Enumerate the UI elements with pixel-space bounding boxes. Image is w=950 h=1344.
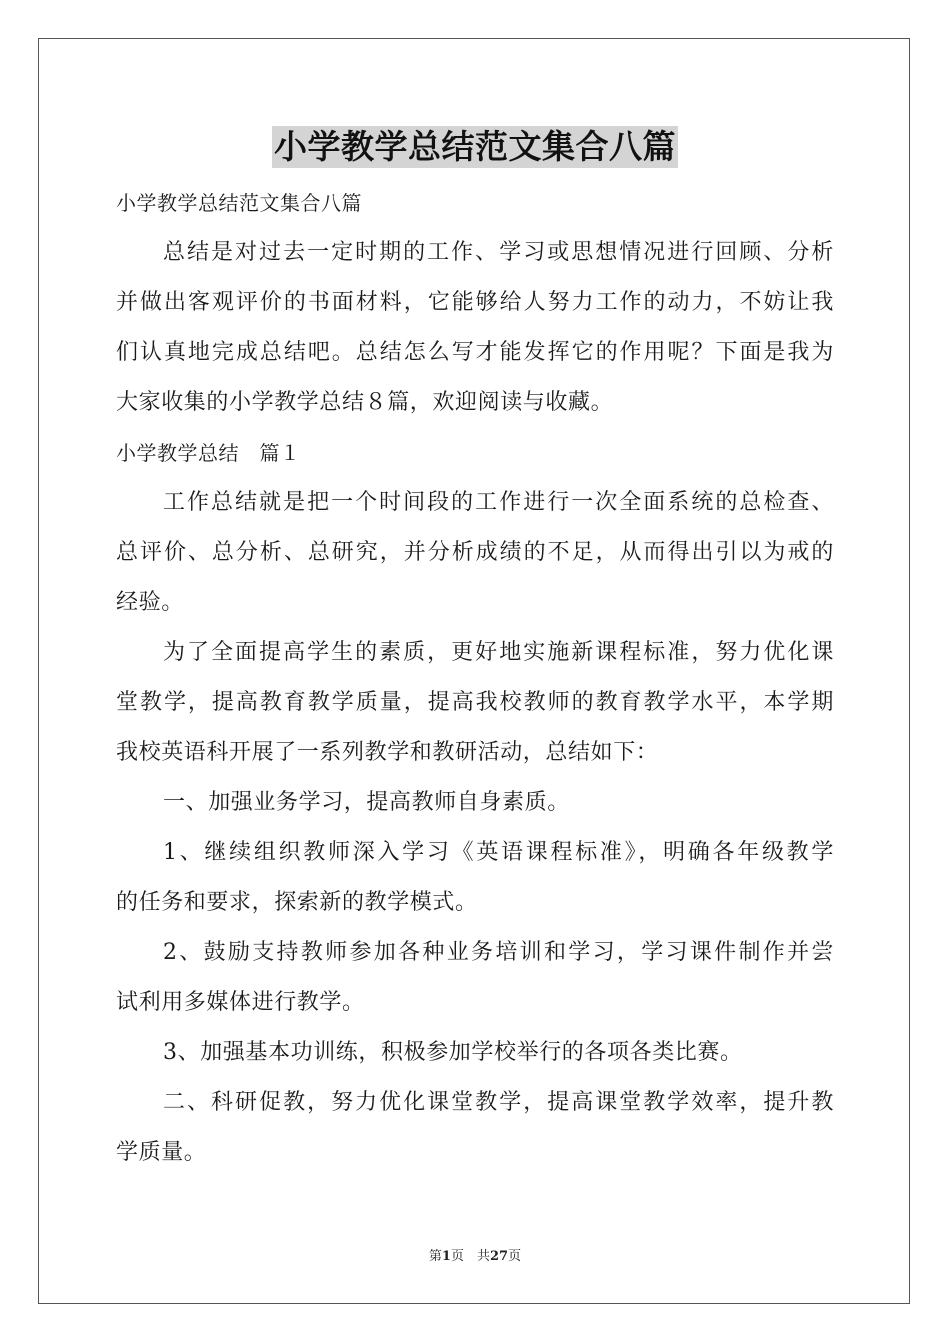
page-suffix: 页 — [508, 1249, 522, 1264]
paragraph-line: 试利用多媒体进行教学。 — [116, 990, 365, 1015]
paragraph-line: 学质量。 — [116, 1140, 207, 1165]
paragraph-line: 3、加强基本功训练，积极参加学校举行的各项各类比赛。 — [163, 1040, 743, 1065]
page-prefix: 第 — [428, 1249, 442, 1264]
paragraph-line: 总评价、总分析、总研究，并分析成绩的不足，从而得出引以为戒的 — [116, 540, 834, 565]
document-title: 小学教学总结范文集合八篇 — [274, 127, 676, 166]
paragraph-line: 2、鼓励支持教师参加各种业务培训和学习，学习课件制作并尝 — [163, 940, 834, 965]
paragraph-line: 我校英语科开展了一系列教学和教研活动，总结如下： — [116, 740, 659, 765]
intro-paragraph-line: 们认真地完成总结吧。总结怎么写才能发挥它的作用呢？下面是我为 — [116, 340, 834, 365]
paragraph-line: 堂教学，提高教育教学质量，提高我校教师的教育教学水平，本学期 — [116, 690, 834, 715]
paragraph-line: 二、科研促教，努力优化课堂教学，提高课堂教学效率，提升教 — [163, 1090, 834, 1115]
section-heading: 小学教学总结 篇１ — [116, 441, 301, 465]
intro-paragraph-line: 大家收集的小学教学总结８篇，欢迎阅读与收藏。 — [116, 390, 614, 415]
page-footer — [0, 1245, 950, 1264]
paragraph-line: 工作总结就是把一个时间段的工作进行一次全面系统的总检查、 — [163, 490, 834, 515]
intro-paragraph-line: 并做出客观评价的书面材料，它能够给人努力工作的动力，不妨让我 — [116, 290, 834, 315]
total-pages: 27 — [489, 1249, 509, 1264]
page-mid: 页 共 — [450, 1249, 490, 1264]
paragraph-line: 经验。 — [116, 590, 184, 615]
paragraph-line: 1、继续组织教师深入学习《英语课程标准》，明确各年级教学 — [163, 840, 834, 865]
page-number: 1 — [441, 1249, 451, 1264]
document-body — [116, 178, 834, 1178]
paragraph-line: 的任务和要求，探索新的教学模式。 — [116, 890, 478, 915]
paragraph-line: 一、加强业务学习，提高教师自身素质。 — [163, 790, 570, 815]
intro-paragraph-line: 总结是对过去一定时期的工作、学习或思想情况进行回顾、分析 — [163, 240, 834, 265]
subtitle-line: 小学教学总结范文集合八篇 — [116, 191, 362, 215]
paragraph-line: 为了全面提高学生的素质，更好地实施新课程标准，努力优化课 — [163, 640, 834, 665]
